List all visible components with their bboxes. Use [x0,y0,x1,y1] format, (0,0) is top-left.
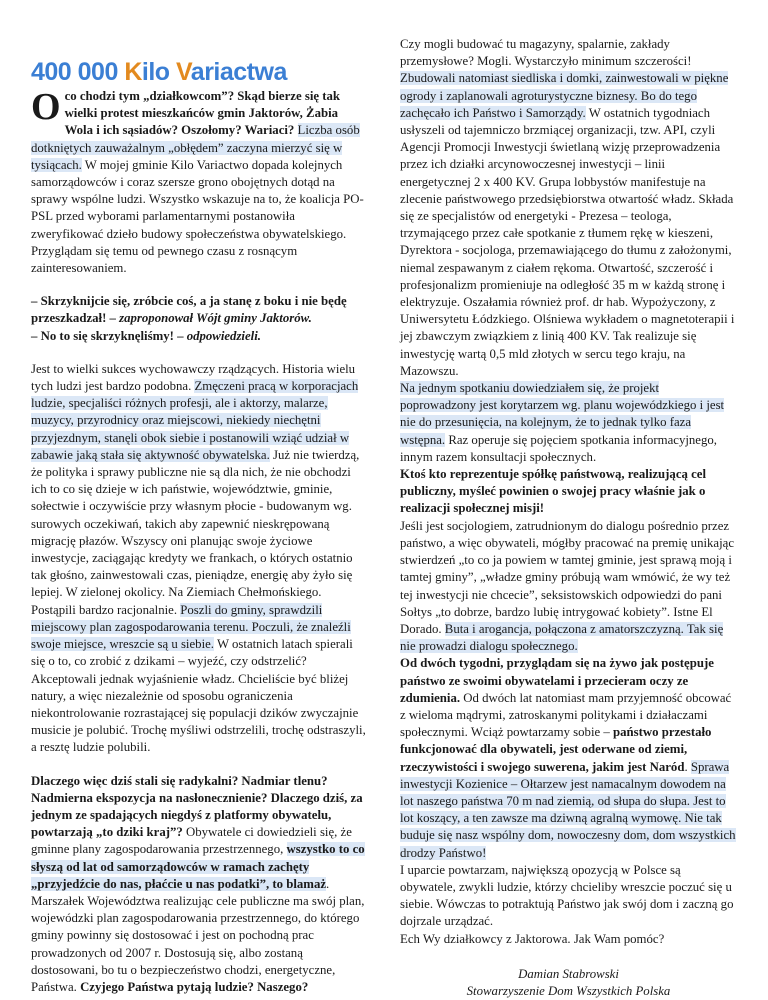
title-letter-k: K [124,57,142,86]
highlight-text: Na jednym spotkaniu dowiedziałem się, że projekt poprowadzony jest korytarzem wg. planu wojewódzkiego i jest nie do przesunięcia, na kolejnym, że to jednak tylko faza wstępna. [400,381,725,447]
highlight-text: Poszli do gminy, sprawdzili miejscowy plan zagospodarowania terenu. Poczuli, że znaleźli swoje miejsce, wreszcie są u siebie. [31,602,351,652]
body-paragraph [400,655,737,861]
bold-statement: państwo przestało funkcjonować dla obywateli, jest oderwane od ziemi, rzeczywistości i swojego suwerena, jakim jest Naród [400,725,712,774]
title-part: ilo [141,57,176,86]
body-text: Czy mogli budować tu magazyny, spalarnie, zakłady przemysłowe? Mogli. Wystarczyło minimum szczerości! [400,37,692,69]
author-name: Damian Stabrowski [518,966,619,981]
bold-statement: Od dwóch tygodni, przyglądam się na żywo jak postępuje państwo ze swoimi obywatelami i przecieram oczy ze zdumienia. [400,656,714,705]
intro-paragraph [31,88,368,277]
intro-lead: co chodzi tym „działkowcom”? Skąd bierze się tak wielki protest mieszkańców gmin Jaktorów, Żabia Wola i ich sąsiadów? Oszołomy? Wariaci? [64,89,341,138]
body-text: W ostatnich tygodniach usłyszeli od tajemniczo brzmiącej organizacji, tzw. API, czyli Agencji Promocji Inwestycji świetlaną wizję przeprowadzenia przez ich działki arcynowoczesnej inwestycji – linii energetycznej 2 x 400 KV. Grupa lobbystów manifestuje na zlecenie państwowego przedsiębiorstwa otwartość władz. Składa się ze specjalistów od energetyki - Prezesa – teologa, trzymającego przez całe spotkanie z tłumem rękę w kieszeni, Dyrektora - socjologa, przemawiającego do tłumu z założonymi, niemal zespawanym z ciałem rękoma. Otwartość, szczerość i profesjonalizm promieniuje na odległość 35 m w każdą stronę i elektryzuje. Oszałamia również prof. dr hab. Wypożyczony, z Uniwersytetu Łódzkiego. Olśniewa wykładem o magnetoterapii i jej zbawczym związkiem z linią 400 KV. Tak realizuje się inwestycję wartą 0,5 mld złotych w sercu tego kraju, na Mazowszu. [400,105,735,378]
body-text: Od dwóch lat natomiast mam przyjemność obcować z wieloma mądrymi, zatroskanymi politykami i działaczami społecznymi. Wciąż powtarzamy sobie – [400,690,732,740]
drop-cap: O [31,86,61,128]
quote-paragraph [31,293,368,345]
body-paragraph: I uparcie powtarzam, największą opozycją w Polsce są obywatele, zwykli ludzie, którzy chcieliby wreszcie poczuć się u siebie. Wówczas to potraktują Państwo jak swój dom i zaczną go dojrzale urządzać. [400,862,734,929]
article-title [31,57,287,87]
body-paragraph [31,773,368,997]
signature [400,966,737,1000]
body-text: W ostatnich latach spierali się o to, co zrobić z dzikami – wyjeźć, czy odstrzelić? Akceptowali jednak wyjaśnienie władz. Chcieliście być bliżej natury, a więc niezależnie od sposobu ograniczenia niekontrolowanie rozrastającej się populacji dzików zwyczajnie musicie je polubić. Trochę myśliwi odstrzelili, trochę odstraszyli, a resztę ludzie polubili. [31,637,366,755]
body-paragraph [400,36,737,380]
quote-text: – Skrzyknijcie się, zróbcie coś, a ja stanę z boku i nie będę przeszkadzał! – [31,294,347,326]
highlight-bold-text: wszystko to co słyszą od lat od samorządowców w ramach zachęty „przyjedźcie do nas, płaćcie u nas podatki”, to blamaż [31,842,365,891]
quote-attribution: odpowiedzieli. [186,328,261,343]
body-text: . Marszałek Województwa realizując cele publiczne ma swój plan, wojewódzki plan zagospodarowania przestrzennego, do którego gminy powinny się dostosować i jest on pochodną prac prowadzonych od 2007 r. Dostosują się, albo zostaną dostosowani, bo tu o bezpieczeństwo chodzi, energetyczne, Państwa. [31,876,365,994]
bold-question: Czyjego Państwa pytają ludzie? Naszego? [80,979,309,994]
body-paragraph [400,380,737,466]
highlight-text: Zmęczeni pracą w korporacjach ludzie, specjaliści różnych profesji, ale i aktorzy, malarze, muzycy, przyrodnicy oraz miejscowi, niekiedy niechętni przyjezdnym, stanęli obok siebie i postanowili wziąć udział w zabawie jaką stała się aktywność obywatelska. [31,379,359,462]
title-part: 400 000 [31,57,125,86]
body-text: . [684,759,691,774]
body-text: W mojej gminie Kilo Variactwo dopada kolejnych samorządowców i coraz szersze grono obojętnych dotąd na sprawy wspólne ludzi. Wszystko wskazuje na to, że koalicja PO-PSL przed wyborami parlamentarnymi postanowiła zweryfikować dzieło budowy społeczeństwa obywatelskiego. Przyglądam się temu od pewnego czasu z rosnącym zainteresowaniem. [31,157,364,276]
bold-statement: Ktoś kto reprezentuje spółkę państwową, realizującą cel publiczny, myśleć powinien o swojej pracy właśnie jak o realizacji społecznej misji! [400,467,707,516]
bold-question: Dlaczego więc dziś stali się radykalni? Nadmiar tlenu? Nadmierna ekspozycja na nasłonecznienie? Dlaczego dziś, za jednym ze spadających niegdyś z platformy obywatelu, powtarzają „to dziki kraj”? [31,773,363,840]
quote-text: – No to się skrzyknęliśmy! – [31,328,187,343]
left-column [31,88,368,996]
author-organization: Stowarzyszenie Dom Wszystkich Polska [466,983,671,998]
quote-attribution: zaproponował Wójt gminy Jaktorów. [119,311,312,326]
highlight-text: Zbudowali natomiast siedliska i domki, zainwestowali w piękne ogrody i zaplanowali agroturystyczne biznesy. Bo do tego zachęcało ich Państwo i Samorządy. [400,71,729,120]
body-paragraph: Ech Wy działkowcy z Jaktorowa. Jak Wam pomóc? [400,931,665,946]
body-text: Raz operuje się pojęciem spotkania informacyjnego, innym razem konsultacji społecznych. [400,432,717,464]
body-text: Obywatele ci dowiedzieli się, że gminne plany zagospodarowania przestrzennego, [31,825,352,857]
body-paragraph [400,518,737,656]
body-text: Już nie twierdzą, że polityka i sprawy publiczne nie są dla nich, że nie obchodzi ich to co się dzieje w ich państwie, województwie, gminie, sołectwie i oczywiście przy własnym płocie - budowanym wg. surowych oczekiwań, takich aby zapewnić nieskrępowaną migrację płazów. Wszyscy oni planując swoje życiowe inwestycje, zaciągając kredyty we frankach, o których ostatnio tak głośno, zainwestowali czas, pieniądze, energię aby żyło się lepiej. W zielonej okolicy. Na Ziemiach Chełmońskiego. Postąpili bardzo racjonalnie. [31,447,360,617]
highlight-text: Buta i arogancja, połączona z amatorszczyzną. Tak się nie prowadzi dialogu społecznego. [400,621,724,654]
body-paragraph [31,361,368,757]
body-text: Jest to wielki sukces wychowawczy rządzących. Historia wielu tych ludzi jest bardzo podobna. [31,361,356,394]
title-letter-v: V [176,57,191,86]
title-part: ariactwa [190,57,287,86]
highlight-text: Liczba osób dotkniętych zauważalnym „obłędem” zaczyna mierzyć się w tysiącach. [31,123,360,172]
body-text: Jeśli jest socjologiem, zatrudnionym do dialogu pośrednio przez państwo, a więc obywateli, mógłby pracować na premię unikając stwierdzeń „to co ja powiem w tamtej gminie, jest sprawą moją i tamtej gminy”, „władze gminy próbują wam wmówić, że wy też tej inwestycji nie chcecie”, seksistowskich odpowiedzi do pani Sołtys „to dobrze, bardzo lubię intrygować kobiety”. Istne El Dorado. [400,518,735,636]
right-column [400,36,737,1000]
highlight-text: Sprawa inwestycji Kozienice – Ołtarzew jest namacalnym dowodem na lot naszego państwa 70 m nad ziemią, od słupa do słupa. Jest to lot koszący, a ten zawsze ma dziwną agralną wymowę. Nie tak buduje się nasz wspólny dom, nowoczesny dom, dom wszystkich drodzy Państwo! [400,759,736,860]
